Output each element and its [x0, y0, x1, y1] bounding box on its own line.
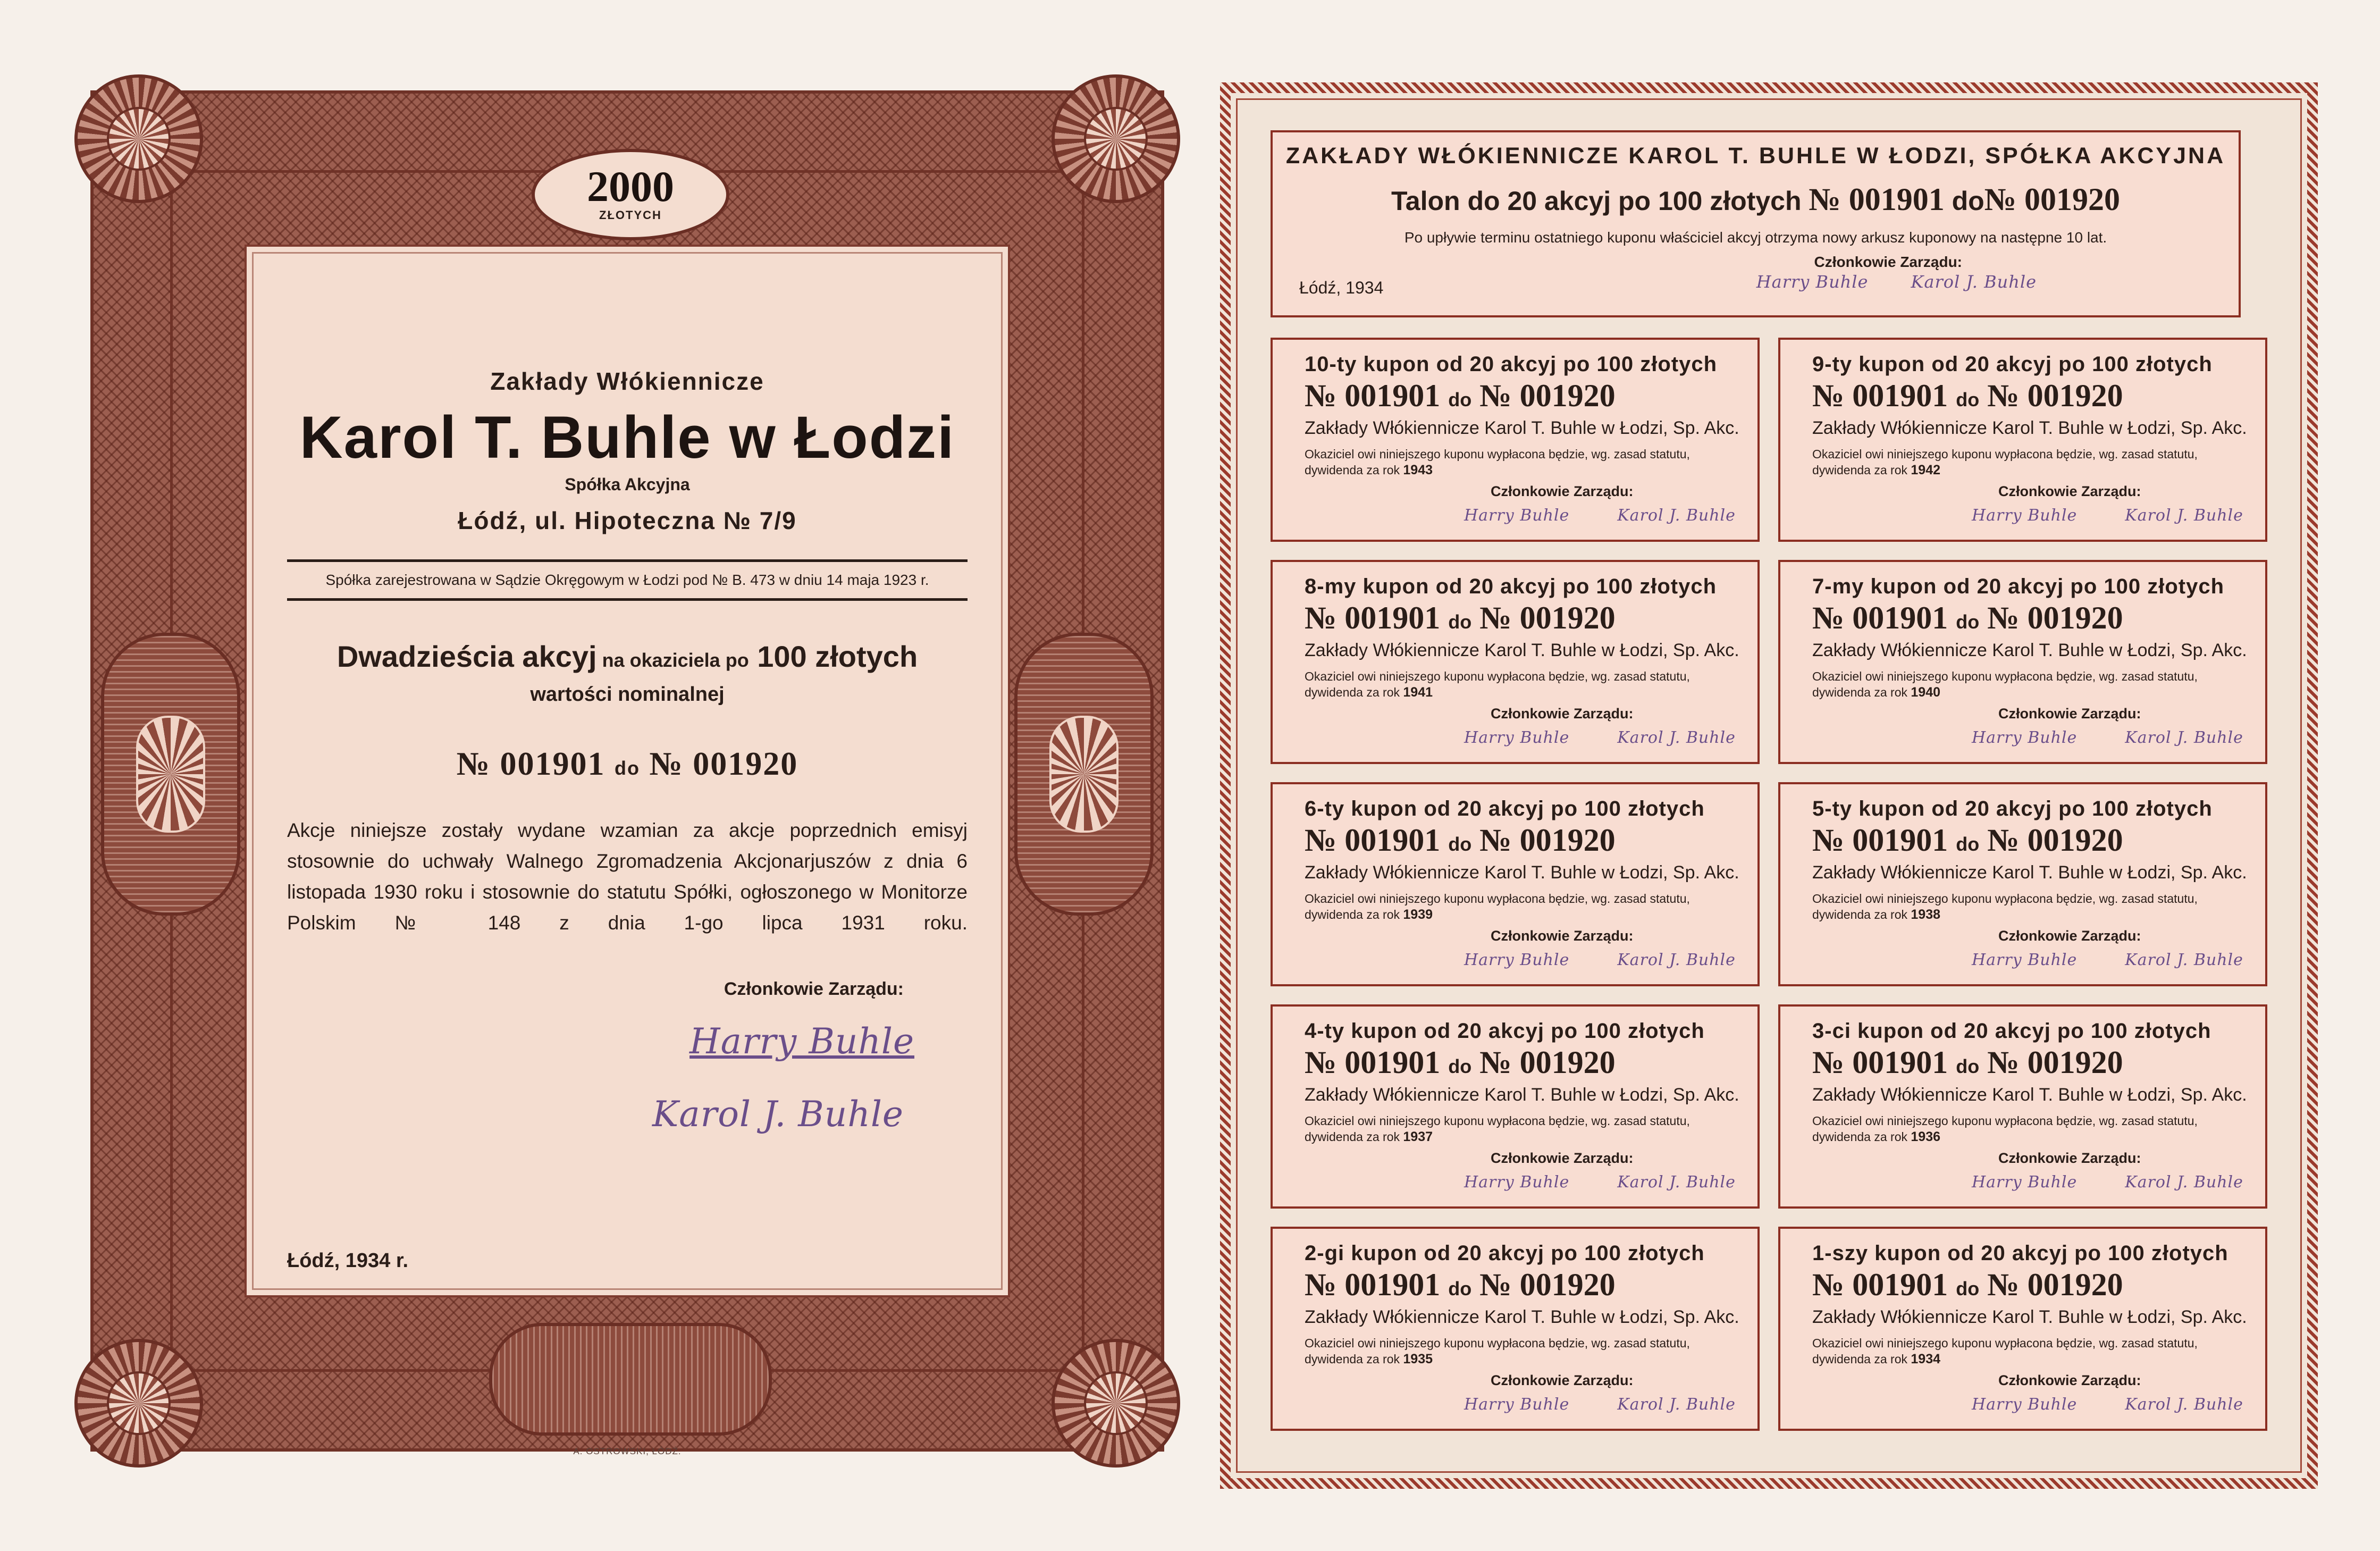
coupon-title: 1-szy kupon od 20 akcyj po 100 złotych [1812, 1242, 2228, 1265]
company-type: Spółka Akcyjna [565, 475, 690, 494]
board-label: Członkowie Zarządu: [724, 979, 904, 999]
coupon-number-to: № 001920 [1479, 1267, 1616, 1302]
coupon-number-to: № 001920 [1479, 823, 1616, 858]
number-to: № 001920 [649, 746, 798, 782]
talon-signature-1: Harry Buhle [1756, 272, 1869, 292]
coupon-payout-text [1305, 668, 1757, 700]
coupon-title: 9-ty kupon od 20 akcyj po 100 złotych [1812, 353, 2213, 376]
coupon-company: Zakłady Włókiennicze Karol T. Buhle w Łodzi, Sp. Akc. [1305, 418, 1739, 438]
coupon-do: do [1956, 833, 1980, 855]
coupon-do: do [1956, 611, 1980, 633]
coupon-2 [1778, 338, 2267, 542]
share-heading [287, 639, 968, 674]
coupon-8 [1778, 1004, 2267, 1209]
coupon-1 [1271, 338, 1760, 542]
coupon-number-from: № 001901 [1305, 378, 1441, 413]
coupon-year: 1939 [1403, 907, 1433, 922]
heading-po: po [725, 649, 749, 671]
coupon-company: Zakłady Włókiennicze Karol T. Buhle w Łodzi, Sp. Akc. [1305, 640, 1739, 660]
coupon-payout-text [1812, 1335, 2265, 1367]
coupon-number-from: № 001901 [1812, 823, 1948, 858]
talon-company: ZAKŁADY WŁÓKIENNICZE KAROL T. BUHLE W ŁODZI, SPÓŁKA AKCYJNA [1285, 143, 2226, 169]
talon-do: do [1952, 186, 1984, 216]
coupon-title: 5-ty kupon od 20 akcyj po 100 złotych [1812, 797, 2213, 820]
coupon-do: do [1956, 1055, 1980, 1077]
coupon-year: 1935 [1403, 1352, 1433, 1366]
coupon-signature-1: Harry Buhle [1972, 1173, 2078, 1192]
heading-count: Dwadzieścia akcyj [337, 640, 597, 673]
coupon-number-from: № 001901 [1812, 1045, 1948, 1080]
coupon-number-from: № 001901 [1305, 1045, 1441, 1080]
coupon-payout-text [1305, 446, 1757, 478]
coupon-do: do [1448, 611, 1472, 633]
coupon-year: 1942 [1911, 463, 1941, 477]
coupon-title: 6-ty kupon od 20 akcyj po 100 złotych [1305, 797, 1705, 820]
coupon-signatures [1305, 1173, 1757, 1192]
company-prefix: Zakłady Włókiennicze [490, 367, 764, 395]
coupon-6 [1778, 782, 2267, 986]
talon-signature-2: Karol J. Buhle [1911, 272, 2037, 292]
coupon-do: do [1956, 389, 1980, 410]
coupon-signatures [1305, 506, 1757, 525]
coupon-signature-2: Karol J. Buhle [1617, 1395, 1736, 1414]
coupon-dividend-label: dywidenda za rok [1305, 685, 1400, 699]
coupon-5 [1271, 782, 1760, 986]
coupon-board-label: Członkowie Zarządu: [1491, 928, 1634, 944]
coupon-title: 4-ty kupon od 20 akcyj po 100 złotych [1305, 1019, 1705, 1043]
coupon-signature-1: Harry Buhle [1464, 951, 1570, 969]
coupon-signatures [1812, 728, 2265, 747]
coupon-sheet [1220, 82, 2318, 1489]
coupon-number-range [1812, 1268, 2265, 1306]
side-ornament-right [1014, 633, 1154, 916]
coupon-board-label: Członkowie Zarządu: [1491, 1150, 1634, 1166]
coupon-dividend-label: dywidenda za rok [1305, 1130, 1400, 1144]
coupon-payout-line: Okaziciel owi niniejszego kuponu wypłacona będzie, wg. zasad statutu, [1305, 1114, 1690, 1128]
coupon-payout-text [1812, 668, 2265, 700]
bottom-ornament [489, 1323, 772, 1436]
coupon-signature-2: Karol J. Buhle [1617, 728, 1736, 747]
coupon-signature-2: Karol J. Buhle [1617, 951, 1736, 969]
coupon-signatures [1305, 728, 1757, 747]
coupon-signature-1: Harry Buhle [1464, 1173, 1570, 1192]
denomination-medallion [532, 149, 729, 240]
coupon-signature-2: Karol J. Buhle [2125, 506, 2243, 525]
coupon-dividend-label: dywidenda za rok [1305, 463, 1400, 477]
signature-1: Harry Buhle [689, 1021, 914, 1062]
coupon-company: Zakłady Włókiennicze Karol T. Buhle w Łodzi, Sp. Akc. [1305, 1085, 1739, 1105]
coupon-number-range [1305, 823, 1757, 861]
coupon-do: do [1448, 389, 1472, 410]
coupon-year: 1936 [1911, 1129, 1941, 1144]
coupon-signatures [1812, 1173, 2265, 1192]
coupon-number-to: № 001920 [1987, 1267, 2123, 1302]
coupon-dividend-label: dywidenda za rok [1812, 1352, 1907, 1366]
coupon-signature-1: Harry Buhle [1972, 951, 2078, 969]
coupon-payout-text [1305, 1335, 1757, 1367]
coupon-number-range [1812, 601, 2265, 639]
coupon-payout-line: Okaziciel owi niniejszego kuponu wypłacona będzie, wg. zasad statutu, [1305, 447, 1690, 461]
coupon-payout-line: Okaziciel owi niniejszego kuponu wypłacona będzie, wg. zasad statutu, [1812, 447, 2198, 461]
coupon-signature-1: Harry Buhle [1972, 1395, 2078, 1414]
coupon-number-from: № 001901 [1305, 823, 1441, 858]
coupon-company: Zakłady Włókiennicze Karol T. Buhle w Łodzi, Sp. Akc. [1812, 640, 2247, 660]
coupon-year: 1938 [1911, 907, 1941, 922]
coupon-title: 3-ci kupon od 20 akcyj po 100 złotych [1812, 1019, 2211, 1043]
side-ornament-left [101, 633, 240, 916]
coupon-board-label: Członkowie Zarządu: [1998, 1150, 2141, 1166]
coupon-title: 10-ty kupon od 20 akcyj po 100 złotych [1305, 353, 1718, 376]
coupon-number-from: № 001901 [1305, 1267, 1441, 1302]
coupon-do: do [1448, 1278, 1472, 1300]
coupon-payout-line: Okaziciel owi niniejszego kuponu wypłacona będzie, wg. zasad statutu, [1812, 1114, 2198, 1128]
coupon-number-range [1812, 1045, 2265, 1084]
coupon-signature-2: Karol J. Buhle [2125, 1395, 2243, 1414]
printer-mark: A. OSTROWSKI, ŁÓDŹ. [573, 1446, 682, 1456]
share-certificate [90, 90, 1164, 1456]
coupon-number-range [1305, 1045, 1757, 1084]
nominal-value-label: wartości nominalnej [530, 683, 725, 706]
corner-rosette-top-right [1052, 74, 1180, 203]
coupon-10 [1778, 1227, 2267, 1431]
talon-signatures [1714, 272, 2037, 292]
coupon-number-from: № 001901 [1812, 1267, 1948, 1302]
heading-bearer: na okaziciela [596, 649, 726, 671]
coupon-payout-text [1305, 891, 1757, 923]
coupon-year: 1940 [1911, 685, 1941, 700]
coupon-number-to: № 001920 [1987, 1045, 2123, 1080]
registration-line: Spółka zarejestrowana w Sądzie Okręgowym w Łodzi pod № B. 473 w dniu 14 maja 1923 r. [287, 559, 968, 601]
coupon-number-from: № 001901 [1305, 600, 1441, 635]
coupon-board-label: Członkowie Zarządu: [1998, 928, 2141, 944]
coupon-year: 1937 [1403, 1129, 1433, 1144]
coupon-board-label: Członkowie Zarządu: [1491, 706, 1634, 722]
coupon-number-to: № 001920 [1479, 1045, 1616, 1080]
coupon-signature-1: Harry Buhle [1464, 506, 1570, 525]
coupon-signature-1: Harry Buhle [1464, 1395, 1570, 1414]
coupon-company: Zakłady Włókiennicze Karol T. Buhle w Łodzi, Sp. Akc. [1812, 1085, 2247, 1105]
coupon-number-range [1305, 1268, 1757, 1306]
coupon-number-to: № 001920 [1987, 600, 2123, 635]
coupon-number-from: № 001901 [1812, 600, 1948, 635]
coupon-dividend-label: dywidenda za rok [1812, 685, 1907, 699]
talon-label: Talon do 20 akcyj po 100 złotych [1391, 186, 1802, 216]
coupon-9 [1271, 1227, 1760, 1431]
coupon-year: 1941 [1403, 685, 1433, 700]
coupon-dividend-label: dywidenda za rok [1812, 463, 1907, 477]
coupon-payout-text [1812, 446, 2265, 478]
coupon-board-label: Członkowie Zarządu: [1998, 706, 2141, 722]
coupon-dividend-label: dywidenda za rok [1812, 908, 1907, 921]
coupon-payout-text [1812, 891, 2265, 923]
talon [1271, 130, 2241, 317]
coupon-company: Zakłady Włókiennicze Karol T. Buhle w Łodzi, Sp. Akc. [1812, 1307, 2247, 1327]
coupon-number-to: № 001920 [1479, 378, 1616, 413]
coupon-signature-2: Karol J. Buhle [1617, 506, 1736, 525]
coupon-company: Zakłady Włókiennicze Karol T. Buhle w Łodzi, Sp. Akc. [1305, 862, 1739, 883]
coupon-signatures [1812, 951, 2265, 969]
coupon-payout-text [1305, 1113, 1757, 1145]
number-do: do [615, 757, 640, 779]
coupon-payout-line: Okaziciel owi niniejszego kuponu wypłacona będzie, wg. zasad statutu, [1305, 1336, 1690, 1350]
coupon-company: Zakłady Włókiennicze Karol T. Buhle w Łodzi, Sp. Akc. [1812, 418, 2247, 438]
coupon-do: do [1448, 1055, 1472, 1077]
coupon-payout-text [1812, 1113, 2265, 1145]
coupon-dividend-label: dywidenda za rok [1305, 1352, 1400, 1366]
coupon-title: 2-gi kupon od 20 akcyj po 100 złotych [1305, 1242, 1705, 1265]
coupon-payout-line: Okaziciel owi niniejszego kuponu wypłacona będzie, wg. zasad statutu, [1305, 892, 1690, 906]
coupon-title: 7-my kupon od 20 akcyj po 100 złotych [1812, 575, 2225, 598]
coupon-company: Zakłady Włókiennicze Karol T. Buhle w Łodzi, Sp. Akc. [1812, 862, 2247, 883]
coupon-signature-2: Karol J. Buhle [2125, 728, 2243, 747]
coupon-signature-1: Harry Buhle [1464, 728, 1570, 747]
coupon-number-from: № 001901 [1812, 378, 1948, 413]
coupon-4 [1778, 560, 2267, 764]
heading-value: 100 złotych [749, 640, 918, 673]
number-from: № 001901 [456, 746, 605, 782]
coupon-signature-2: Karol J. Buhle [1617, 1173, 1736, 1192]
coupon-signature-2: Karol J. Buhle [2125, 951, 2243, 969]
coupon-board-label: Członkowie Zarządu: [1998, 483, 2141, 499]
coupon-payout-line: Okaziciel owi niniejszego kuponu wypłacona będzie, wg. zasad statutu, [1812, 669, 2198, 683]
talon-note: Po upływie terminu ostatniego kuponu właściciel akcyj otrzyma nowy arkusz kuponowy na następne 10 lat. [1404, 229, 2107, 246]
company-name: Karol T. Buhle w Łodzi [299, 404, 955, 471]
coupon-do: do [1956, 1278, 1980, 1300]
share-number-range [287, 745, 968, 783]
coupon-year: 1934 [1911, 1352, 1941, 1366]
coupon-number-to: № 001920 [1479, 600, 1616, 635]
coupon-number-range [1305, 601, 1757, 639]
place-date: Łódź, 1934 r. [287, 1250, 409, 1272]
coupon-dividend-label: dywidenda za rok [1812, 1130, 1907, 1144]
coupon-number-range [1305, 379, 1757, 417]
coupon-payout-line: Okaziciel owi niniejszego kuponu wypłacona będzie, wg. zasad statutu, [1812, 892, 2198, 906]
denomination-unit: ZŁOTYCH [599, 208, 662, 222]
coupon-signature-1: Harry Buhle [1972, 728, 2078, 747]
denomination-value: 2000 [587, 162, 674, 211]
coupon-number-to: № 001920 [1987, 823, 2123, 858]
coupon-signatures [1812, 506, 2265, 525]
coupon-signatures [1812, 1395, 2265, 1414]
corner-rosette-top-left [74, 74, 203, 203]
coupon-do: do [1448, 833, 1472, 855]
talon-number-from: № 001901 [1809, 182, 1945, 217]
talon-title [1273, 181, 2239, 218]
coupon-3 [1271, 560, 1760, 764]
coupon-signatures [1305, 1395, 1757, 1414]
coupon-company: Zakłady Włókiennicze Karol T. Buhle w Łodzi, Sp. Akc. [1305, 1307, 1739, 1327]
coupon-number-to: № 001920 [1987, 378, 2123, 413]
talon-board-label: Członkowie Zarządu: [1814, 254, 1962, 270]
share-body-text: Akcje niniejsze zostały wydane wzamian za akcje poprzednich emisyj stosownie do uchwały Walnego Zgromadzenia Akcjonarjuszów z dnia 6 listopada 1930 roku i stosownie do statutu Spółki, ogłoszonego w Monitorze Polskim № 148 z dnia 1-go lipca 1931 roku. [287, 819, 968, 934]
coupon-board-label: Członkowie Zarządu: [1998, 1372, 2141, 1388]
coupon-title: 8-my kupon od 20 akcyj po 100 złotych [1305, 575, 1717, 598]
coupon-payout-line: Okaziciel owi niniejszego kuponu wypłacona będzie, wg. zasad statutu, [1812, 1336, 2198, 1350]
coupon-number-range [1812, 823, 2265, 861]
talon-number-to: № 001920 [1984, 182, 2121, 217]
coupon-dividend-label: dywidenda za rok [1305, 908, 1400, 921]
coupon-signatures [1305, 951, 1757, 969]
certificate-text [287, 367, 968, 1135]
coupon-number-range [1812, 379, 2265, 417]
coupon-payout-line: Okaziciel owi niniejszego kuponu wypłacona będzie, wg. zasad statutu, [1305, 669, 1690, 683]
coupon-board-label: Członkowie Zarządu: [1491, 1372, 1634, 1388]
talon-place-date: Łódź, 1934 [1299, 278, 1384, 297]
coupon-year: 1943 [1403, 463, 1433, 477]
signature-2: Karol J. Buhle [652, 1094, 904, 1135]
coupon-board-label: Członkowie Zarządu: [1491, 483, 1634, 499]
coupon-signature-2: Karol J. Buhle [2125, 1173, 2243, 1192]
coupon-signature-1: Harry Buhle [1972, 506, 2078, 525]
coupon-7 [1271, 1004, 1760, 1209]
company-address: Łódź, ul. Hipoteczna № 7/9 [458, 507, 797, 534]
